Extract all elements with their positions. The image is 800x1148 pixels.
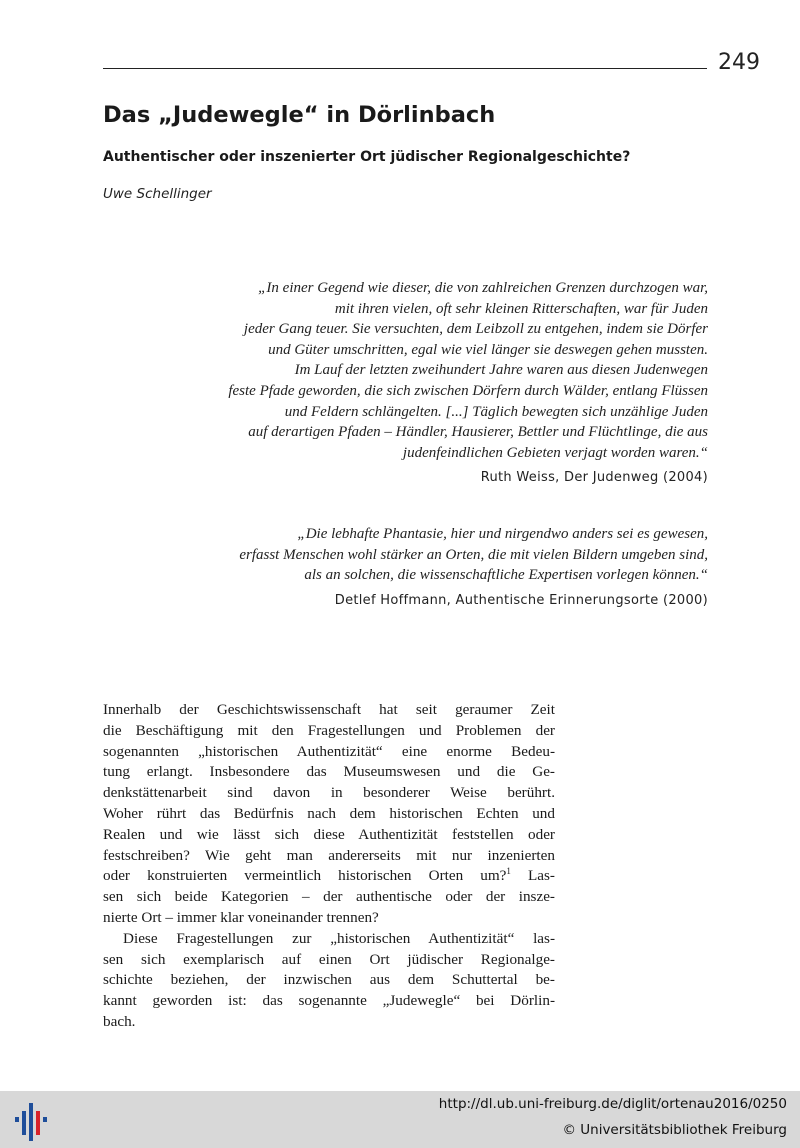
article-author: Uwe Schellinger <box>103 186 212 202</box>
epigraph-line: und Güter umschritten, egal wie viel länger sie deswegen gehen mussten. <box>268 341 708 358</box>
body-line: Diese Fragestellungen zur „historischen Authentizität“ las- <box>123 929 555 947</box>
body-line-text: oder konstruierten vermeintlich historischen Orten um? <box>103 867 507 885</box>
body-line-text: Las- <box>510 867 555 885</box>
epigraph-line: und Feldern schlängelten. [...] Täglich bewegten sich unzählige Juden <box>284 403 708 420</box>
epigraph-line: als an solchen, die wissenschaftliche Expertisen vorlegen können.“ <box>304 567 708 584</box>
body-line: sogenannten „historischen Authentizität“ eine enorme Bedeu- <box>103 742 555 760</box>
ub-freiburg-logo-icon <box>12 1097 52 1143</box>
body-line: Woher rührt das Bedürfnis nach dem historischen Echten und <box>103 804 555 822</box>
page-number: 249 <box>718 50 760 75</box>
article-subtitle: Authentischer oder inszenierter Ort jüdischer Regionalgeschichte? <box>103 149 631 165</box>
body-line: Realen und wie lässt sich diese Authentizität feststellen oder <box>103 825 555 843</box>
epigraph-line: feste Pfade geworden, die sich zwischen Dörfern durch Wälder, entlang Flüssen <box>228 382 708 399</box>
epigraph-line: auf derartigen Pfaden – Händler, Hausierer, Bettler und Flüchtlinge, die aus <box>248 424 708 441</box>
epigraph-line: „Die lebhafte Phantasie, hier und nirgendwo anders sei es gewesen, <box>297 526 708 542</box>
epigraph-line: jeder Gang teuer. Sie versuchten, dem Leibzoll zu entgehen, indem sie Dörfer <box>243 321 708 338</box>
epigraph-source: Ruth Weiss, Der Judenweg (2004) <box>480 470 708 486</box>
epigraph-line: Im Lauf der letzten zweihundert Jahre waren aus diesen Judenwegen <box>294 362 708 379</box>
body-line: sen sich exemplarisch auf einen Ort jüdischer Regionalge- <box>103 950 555 968</box>
body-line: bach. <box>103 1012 136 1030</box>
body-line: denkstättenarbeit sind davon in besonderer Weise berührt. <box>103 784 555 802</box>
header-rule <box>103 68 707 69</box>
footer-copyright: © Universitätsbibliothek Freiburg <box>562 1122 787 1138</box>
body-line: schichte beziehen, der inzwischen aus dem Schuttertal be- <box>103 971 555 989</box>
footnote-reference[interactable]: 1 <box>506 866 511 877</box>
epigraph-line: „In einer Gegend wie dieser, die von zahlreichen Grenzen durchzogen war, <box>258 280 708 296</box>
epigraph-weiss <box>228 278 708 485</box>
epigraph-line: mit ihren vielen, oft sehr kleinen Ritterschaften, war für Juden <box>334 300 708 317</box>
body-line: die Beschäftigung mit den Fragestellungen und Problemen der <box>103 721 555 739</box>
body-text <box>103 700 555 1033</box>
footer-bar <box>0 1091 800 1148</box>
body-line: sen sich beide Kategorien – der authentische oder der insze- <box>103 888 555 906</box>
epigraph-hoffmann <box>239 524 708 608</box>
body-line: nierte Ort – immer klar voneinander trennen? <box>103 908 379 926</box>
paragraph <box>103 929 555 1033</box>
body-line: kannt geworden ist: das sogenannte „Judewegle“ bei Dörlin- <box>103 992 555 1010</box>
body-line <box>103 866 555 887</box>
body-line: Innerhalb der Geschichtswissenschaft hat seit geraumer Zeit <box>103 701 555 718</box>
article-title: Das „Judewegle“ in Dörlinbach <box>103 102 496 128</box>
paragraph <box>103 700 555 929</box>
footer-url-link[interactable]: http://dl.ub.uni-freiburg.de/diglit/ortenau2016/0250 <box>438 1096 787 1112</box>
epigraph-source: Detlef Hoffmann, Authentische Erinnerungsorte (2000) <box>334 592 708 608</box>
epigraph-line: erfasst Menschen wohl stärker an Orten, die mit vielen Bildern umgeben sind, <box>239 546 708 563</box>
epigraph-line: judenfeindlichen Gebieten verjagt worden waren.“ <box>402 444 708 461</box>
body-line: tung erlangt. Insbesondere das Museumswesen und die Ge- <box>103 763 555 781</box>
body-line: festschreiben? Wie geht man andererseits mit nur inzenierten <box>103 846 555 864</box>
